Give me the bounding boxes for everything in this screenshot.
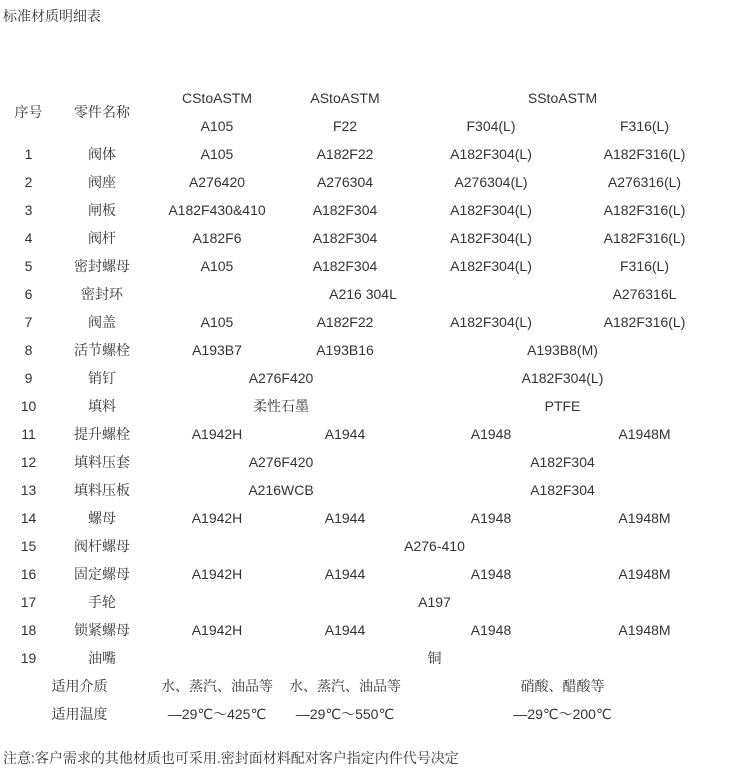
row-part: 阀座 xyxy=(88,174,116,190)
cell-ss2: A276316(L) xyxy=(607,174,682,190)
table-row xyxy=(6,476,716,504)
cell-ss2: A1948M xyxy=(618,510,671,526)
row-no: 19 xyxy=(20,650,37,666)
row-no: 14 xyxy=(20,510,37,526)
row-no: 15 xyxy=(20,538,37,554)
cell-ss1: A182F304(L) xyxy=(450,146,532,162)
row-no: 9 xyxy=(24,370,33,386)
col-header-no: 序号 xyxy=(14,104,43,120)
cell-as: A182F304 xyxy=(312,258,378,274)
row-no: 2 xyxy=(24,174,33,190)
row-part: 密封环 xyxy=(81,286,123,302)
row-part: 固定螺母 xyxy=(74,566,130,582)
cell-ss2: A276316L xyxy=(612,286,677,302)
row-part: 阀杆 xyxy=(88,230,116,246)
cell-cs: A1942H xyxy=(191,622,243,638)
footnote: 注意:客户需求的其他材质也可采用.密封面材料配对客户指定内件代号决定 xyxy=(3,750,459,766)
cell-ss: PTFE xyxy=(544,398,581,414)
col-header-cs-grade: A105 xyxy=(200,118,234,134)
cell-ss2: A182F316(L) xyxy=(603,230,686,246)
cell-cs-as: A216WCB xyxy=(248,482,314,498)
material-table xyxy=(6,84,716,728)
table-row xyxy=(6,588,716,616)
row-no: 10 xyxy=(20,398,37,414)
row-part: 闸板 xyxy=(88,202,116,218)
cell-ss2: A182F316(L) xyxy=(603,314,686,330)
row-no: 16 xyxy=(20,566,37,582)
cell-cs: A276420 xyxy=(188,174,246,190)
row-no: 6 xyxy=(24,286,33,302)
temperature-ss: —29℃～200℃ xyxy=(513,706,612,722)
row-part: 手轮 xyxy=(88,594,116,610)
row-part: 活节螺栓 xyxy=(74,342,130,358)
cell-cs: A193B7 xyxy=(192,342,242,358)
row-part: 锁紧螺母 xyxy=(74,622,130,638)
row-no: 5 xyxy=(24,258,33,274)
row-part: 填料 xyxy=(88,398,116,414)
temperature-cs: —29℃～425℃ xyxy=(167,706,267,722)
row-no: 18 xyxy=(20,622,37,638)
row-part: 阀体 xyxy=(88,146,116,162)
cell-cs: A105 xyxy=(200,258,234,274)
cell-as: A182F304 xyxy=(312,202,378,218)
cell-as: A182F22 xyxy=(316,314,374,330)
page-title: 标准材质明细表 xyxy=(3,8,101,24)
table-row xyxy=(6,252,716,280)
table-row xyxy=(6,448,716,476)
cell-ss1: A1948 xyxy=(470,426,512,442)
row-no: 3 xyxy=(24,202,33,218)
medium-row xyxy=(6,672,716,700)
cell-ss2: F316(L) xyxy=(619,258,670,274)
cell-ss2: A1948M xyxy=(618,426,671,442)
cell-ss1: A276304(L) xyxy=(454,174,528,190)
table-row xyxy=(6,308,716,336)
cell-as: A1944 xyxy=(324,426,366,442)
cell-cs: A182F430&410 xyxy=(168,202,266,218)
medium-label: 适用介质 xyxy=(51,678,108,694)
cell-cs: A1942H xyxy=(191,510,243,526)
row-no: 1 xyxy=(24,146,33,162)
cell-ss1: A182F304(L) xyxy=(450,258,532,274)
col-header-as: AStoASTM xyxy=(310,90,380,106)
cell-all: A276-410 xyxy=(404,538,465,554)
temperature-as: —29℃～550℃ xyxy=(295,706,395,722)
medium-as: 水、蒸汽、油品等 xyxy=(289,678,401,694)
cell-ss1: A182F304(L) xyxy=(450,314,532,330)
row-no: 4 xyxy=(24,230,33,246)
cell-all: A197 xyxy=(418,594,451,610)
cell-cs: A182F6 xyxy=(192,230,242,246)
table-row xyxy=(6,392,716,420)
cell-as: A193B16 xyxy=(316,342,374,358)
row-no: 13 xyxy=(20,482,37,498)
cell-ss: A182F304(L) xyxy=(521,370,604,386)
temperature-row xyxy=(6,700,716,728)
cell-cs-as: A276F420 xyxy=(248,454,314,470)
medium-cs: 水、蒸汽、油品等 xyxy=(161,678,273,694)
cell-as: A1944 xyxy=(324,622,366,638)
table-row xyxy=(6,280,716,308)
cell-ss: A182F304 xyxy=(530,482,595,498)
row-no: 7 xyxy=(24,314,33,330)
cell-ss1: A1948 xyxy=(470,622,512,638)
table-row xyxy=(6,532,716,560)
cell-ss1: A182F304(L) xyxy=(450,202,532,218)
row-part: 油嘴 xyxy=(88,650,116,666)
col-header-cs: CStoASTM xyxy=(181,90,252,106)
col-header-ss-grade-2: F316(L) xyxy=(619,118,670,134)
table-row xyxy=(6,224,716,252)
cell-ss2: A1948M xyxy=(618,622,671,638)
cell-ss2: A182F316(L) xyxy=(603,202,686,218)
cell-as: A182F22 xyxy=(316,146,374,162)
row-part: 填料压板 xyxy=(74,482,130,498)
row-part: 阀盖 xyxy=(88,314,116,330)
cell-ss: A193B8(M) xyxy=(527,342,598,358)
cell-cs-as: A276F420 xyxy=(248,370,314,386)
cell-cs: A1942H xyxy=(191,566,243,582)
table-row xyxy=(6,560,716,588)
cell-as: A1944 xyxy=(324,566,366,582)
row-part: 销钉 xyxy=(88,370,116,386)
table-row xyxy=(6,336,716,364)
row-no: 17 xyxy=(20,594,37,610)
col-header-ss: SStoASTM xyxy=(527,90,598,106)
row-part: 阀杆螺母 xyxy=(74,538,130,554)
medium-ss: 硝酸、醋酸等 xyxy=(520,678,605,694)
row-part: 密封螺母 xyxy=(74,258,130,274)
cell-ss2: A1948M xyxy=(618,566,671,582)
table-row xyxy=(6,196,716,224)
table-row xyxy=(6,504,716,532)
cell-ss2: A182F316(L) xyxy=(603,146,686,162)
row-no: 11 xyxy=(21,426,36,442)
col-header-ss-grade-1: F304(L) xyxy=(466,118,516,134)
cell-all: 铜 xyxy=(427,650,442,666)
cell-cs-as: 柔性石墨 xyxy=(253,398,309,414)
col-header-part: 零件名称 xyxy=(74,104,130,120)
cell-ss1: A1948 xyxy=(470,510,512,526)
cell-cs: A1942H xyxy=(191,426,243,442)
table-row xyxy=(6,364,716,392)
table-row xyxy=(6,168,716,196)
cell-as: A1944 xyxy=(324,510,366,526)
cell-ss1: A1948 xyxy=(470,566,512,582)
row-part: 填料压套 xyxy=(74,454,130,470)
temperature-label: 适用温度 xyxy=(51,706,108,722)
row-no: 8 xyxy=(24,342,33,358)
row-part: 提升螺栓 xyxy=(74,426,130,442)
cell-cs: A105 xyxy=(200,314,234,330)
table-header-row xyxy=(6,84,716,112)
table-row xyxy=(6,420,716,448)
cell-cs-to-ss1: A216 304L xyxy=(329,286,397,302)
row-no: 12 xyxy=(20,454,37,470)
table-row xyxy=(6,644,716,672)
table-row xyxy=(6,616,716,644)
row-part: 螺母 xyxy=(88,510,116,526)
cell-ss1: A182F304(L) xyxy=(450,230,532,246)
cell-ss: A182F304 xyxy=(530,454,595,470)
cell-as: A276304 xyxy=(316,174,374,190)
cell-as: A182F304 xyxy=(312,230,378,246)
col-header-as-grade: F22 xyxy=(332,118,358,134)
table-row xyxy=(6,140,716,168)
cell-cs: A105 xyxy=(200,146,234,162)
